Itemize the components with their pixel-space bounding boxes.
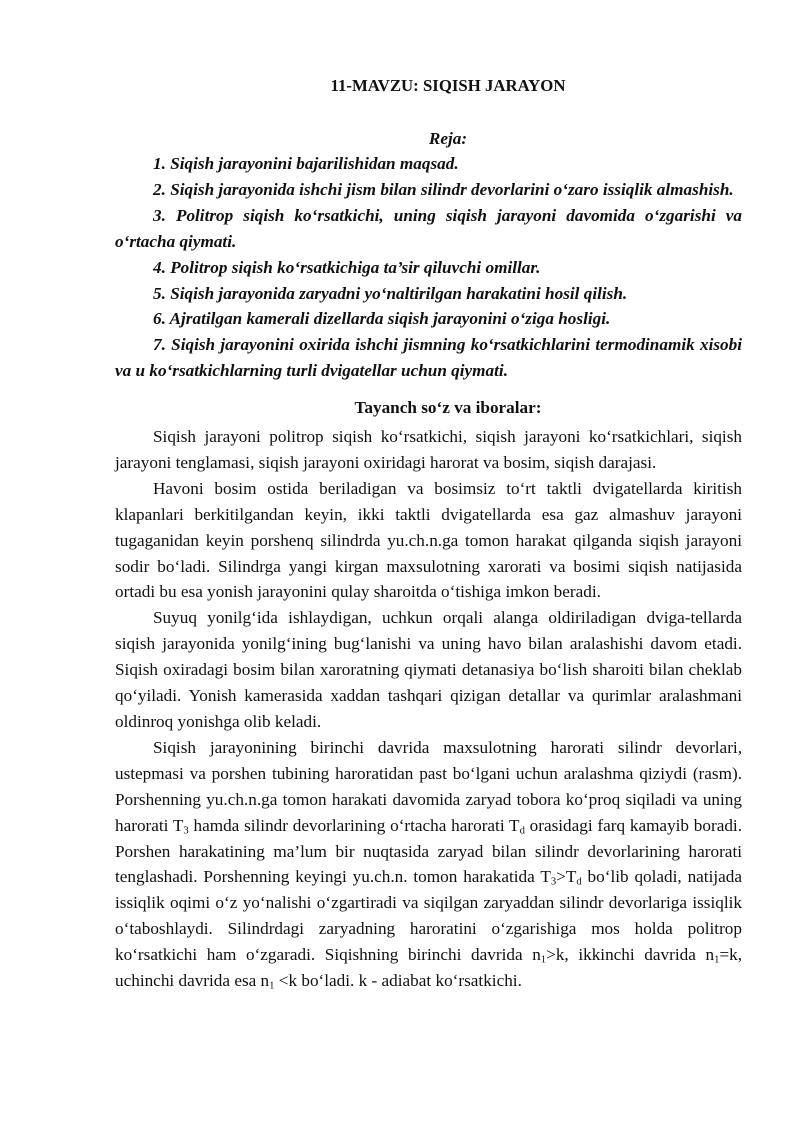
keywords-paragraph: Siqish jarayoni politrop siqish ko‘rsatkichi, siqish jarayoni ko‘rsatkichlari, siqish jarayoni tenglamasi, siqish jarayoni oxiridagi harorat va bosim, siqish darajasi.: [115, 427, 742, 472]
text-run: >T: [556, 867, 577, 887]
body-paragraph: Havoni bosim ostida beriladigan va bosimsiz to‘rt taktli dvigatellarda kiritish klapanlari berkitilgandan keyin, ikki taktli dvigatellarda esa gaz almashuv jarayoni tugaganidan keyin porshenq silindrda yu.ch.n.ga tomon harakat qilganda siqish jarayoni sodir bo‘ladi. Silindrga yangi kirgan maxsulotning xarorati va bosimi siqish natijasida ortadi bu esa yonish jarayonini qulay sharoitda o‘tishiga imkon beradi.: [115, 478, 742, 602]
text-run: =k, uchinchi davrida esa n: [115, 945, 742, 991]
subscript: d: [576, 877, 582, 889]
text-run: Siqish jarayonining birinchi davrida maxsulotning harorati silindr devorlari, ustepmasi va porshen tubining haroratidan past bo‘lgani uchun aralashma qiziydi (rasm). Porshenning yu.ch.n.ga tomon harakati davomida zaryad tobora ko‘proq siqiladi va uning harorati T: [115, 737, 742, 835]
plan-item: 3. Politrop siqish ko‘rsatkichi, uning siqish jarayoni davomida o‘zgarishi va o‘rtacha qiymati.: [115, 205, 742, 251]
keywords-heading: Tayanch so‘z va iboralar:: [354, 398, 542, 417]
subscript: d: [519, 825, 525, 837]
text-run: <k bo‘ladi. k - adiabat ko‘rsatkichi.: [274, 971, 522, 991]
subscript: 3: [183, 825, 189, 837]
body-paragraph: Suyuq yonilg‘ida ishlaydigan, uchkun orqali alanga oldiriladigan dviga-tellarda siqish jarayonida yonilg‘ining bug‘lanishi va uning havo bilan aralashishi davom etadi. Siqish oxiradagi bosim bilan xaroratning qiymati detanasiya bo‘lish sharoiti bilan cheklab qo‘yiladi. Yonish kamerasida xaddan tashqari qizigan detallar va qurimlar aralashmani oldinroq yonishga olib keladi.: [115, 608, 742, 731]
text-run: hamda silindr devorlarining o‘rtacha harorati T: [188, 815, 520, 835]
plan-item: 5. Siqish jarayonida zaryadni yo‘naltirilgan harakatini hosil qilish.: [153, 283, 628, 303]
plan-item: 2. Siqish jarayonida ishchi jism bilan silindr devorlarini o‘zaro issiqlik almashish.: [153, 179, 734, 199]
body-text: [115, 424, 742, 994]
subscript: 3: [550, 877, 557, 889]
subscript: 1: [714, 954, 720, 966]
plan-item: 1. Siqish jarayonini bajarilishidan maqsad.: [153, 154, 459, 173]
plan-item: 6. Ajratilgan kamerali dizellarda siqish jarayonini o‘ziga hosligi.: [153, 309, 611, 329]
plan-item: 7. Siqish jarayonini oxirida ishchi jismning ko‘rsatkichlarini termodinamik xisobi va u ko‘rsatkichlarning turli dvigatellar uchun qiymati.: [115, 335, 742, 381]
page-title: 11-MAVZU: SIQISH JARAYON: [330, 76, 566, 95]
plan-heading: Reja:: [428, 129, 468, 148]
body-paragraph: [115, 735, 742, 994]
plan-list: [115, 151, 742, 384]
text-run: bo‘lib qoladi, natijada issiqlik oqimi o‘z yo‘nalishi o‘zgartiradi va siqilgan zaryaddan silindr devorlariga issiqlik o‘taboshlaydi. Silindrdagi zaryadning haroratini o‘zgarishiga mos holda politrop ko‘rsatkichi ham o‘zgaradi. Siqishning birinchi davrida n: [115, 867, 742, 965]
subscript: 1: [540, 954, 547, 966]
plan-item: 4. Politrop siqish ko‘rsatkichiga ta’sir qiluvchi omillar.: [153, 257, 541, 277]
text-run: >k, ikkinchi davrida n: [546, 945, 715, 965]
subscript: 1: [269, 980, 275, 992]
text-run: orasidagi farq kamayib boradi. Porshen harakatining ma’lum bir nuqtasida zaryad bilan silindr devorlarining harorati tenglashadi. Porshenning keyingi yu.ch.n. tomon harakatida T: [115, 815, 742, 887]
